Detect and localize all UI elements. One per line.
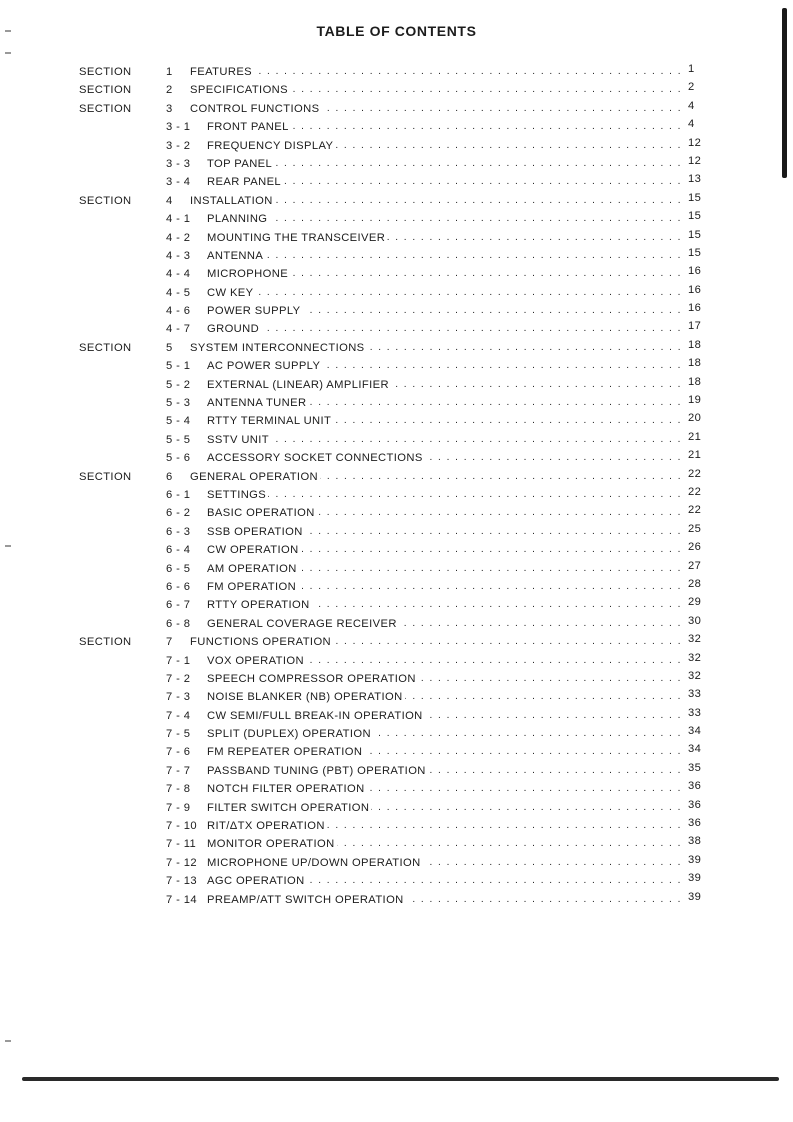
page-number: 38 xyxy=(688,835,702,848)
entry-title: CONTROL FUNCTIONS xyxy=(190,102,320,115)
entry-title: MONITOR OPERATION xyxy=(207,838,335,851)
entry-number: 6 - 6 xyxy=(166,580,191,593)
entry-leader xyxy=(207,507,685,521)
entry-title: RTTY TERMINAL UNIT xyxy=(207,415,332,428)
toc-entry xyxy=(0,577,793,595)
page-number: 25 xyxy=(688,522,702,535)
toc-entry xyxy=(0,62,793,80)
entry-number: 7 - 14 xyxy=(166,893,198,906)
section-label: SECTION xyxy=(79,194,132,207)
entry-title: EXTERNAL (LINEAR) AMPLIFIER xyxy=(207,378,389,391)
entry-title: ANTENNA TUNER xyxy=(207,397,307,410)
entry-title: RIT/ΔTX OPERATION xyxy=(207,820,325,833)
entry-leader xyxy=(207,323,685,337)
entry-leader xyxy=(207,618,685,632)
entry-number: 7 - 6 xyxy=(166,746,191,759)
entry-title: ACCESSORY SOCKET CONNECTIONS xyxy=(207,452,423,465)
toc-entry xyxy=(0,503,793,521)
toc-entry xyxy=(0,761,793,779)
entry-leader xyxy=(207,783,685,797)
entry-leader xyxy=(207,599,685,613)
page-number: 18 xyxy=(688,338,702,351)
page-number: 36 xyxy=(688,780,702,793)
entry-title: CW SEMI/FULL BREAK-IN OPERATION xyxy=(207,709,423,722)
entry-number: 6 - 2 xyxy=(166,507,191,520)
entry-leader xyxy=(207,838,685,852)
page-number: 34 xyxy=(688,725,702,738)
toc-entry xyxy=(0,154,793,172)
entry-leader xyxy=(207,765,685,779)
page-number: 18 xyxy=(688,357,702,370)
entry-leader xyxy=(207,287,685,301)
toc-entry xyxy=(0,816,793,834)
toc-entry xyxy=(0,393,793,411)
page-number: 32 xyxy=(688,669,702,682)
toc-entry xyxy=(0,724,793,742)
entry-leader xyxy=(190,103,685,117)
entry-number: 4 - 6 xyxy=(166,305,191,318)
toc-entry xyxy=(0,669,793,687)
toc-entry xyxy=(0,411,793,429)
entry-leader xyxy=(207,820,685,834)
toc-entry xyxy=(0,687,793,705)
entry-title: NOTCH FILTER OPERATION xyxy=(207,783,365,796)
toc-entry xyxy=(0,430,793,448)
entry-title: AM OPERATION xyxy=(207,562,297,575)
entry-number: 3 - 4 xyxy=(166,176,191,189)
toc-entry xyxy=(0,632,793,650)
entry-leader xyxy=(207,213,685,227)
page-number: 35 xyxy=(688,761,702,774)
toc-entry xyxy=(0,485,793,503)
entry-leader xyxy=(207,434,685,448)
entry-title: SPLIT (DUPLEX) OPERATION xyxy=(207,728,371,741)
entry-leader xyxy=(207,710,685,724)
page-number: 12 xyxy=(688,136,702,149)
entry-leader xyxy=(207,176,685,190)
entry-title: CW KEY xyxy=(207,286,254,299)
toc-entry xyxy=(0,246,793,264)
toc-entry xyxy=(0,614,793,632)
entry-leader xyxy=(190,195,685,209)
entry-leader xyxy=(207,544,685,558)
page-number: 12 xyxy=(688,154,702,167)
page-number: 39 xyxy=(688,872,702,885)
entry-number: 7 - 9 xyxy=(166,801,191,814)
section-label: SECTION xyxy=(79,84,132,97)
entry-number: 7 xyxy=(166,636,173,649)
toc-entry xyxy=(0,890,793,908)
entry-leader xyxy=(190,636,685,650)
section-label: SECTION xyxy=(79,102,132,115)
toc-entry xyxy=(0,301,793,319)
toc-entry xyxy=(0,742,793,760)
entry-leader xyxy=(207,415,685,429)
toc-entry xyxy=(0,136,793,154)
page-number: 4 xyxy=(688,118,695,131)
entry-title: SSB OPERATION xyxy=(207,525,303,538)
entry-title: ANTENNA xyxy=(207,249,264,262)
entry-number: 7 - 5 xyxy=(166,728,191,741)
toc-entry xyxy=(0,283,793,301)
toc-entry xyxy=(0,191,793,209)
entry-leader xyxy=(207,489,685,503)
page-number: 32 xyxy=(688,651,702,664)
entry-title: PREAMP/ATT SWITCH OPERATION xyxy=(207,893,404,906)
toc-entry xyxy=(0,99,793,117)
page-number: 39 xyxy=(688,853,702,866)
entry-leader xyxy=(207,691,685,705)
entry-leader xyxy=(190,66,685,80)
entry-number: 5 - 3 xyxy=(166,397,191,410)
entry-number: 6 xyxy=(166,470,173,483)
entry-number: 5 - 4 xyxy=(166,415,191,428)
page-number: 33 xyxy=(688,688,702,701)
entry-title: POWER SUPPLY xyxy=(207,305,301,318)
entry-number: 1 xyxy=(166,66,173,78)
page-number: 39 xyxy=(688,890,702,903)
page-number: 15 xyxy=(688,246,702,259)
page-number: 20 xyxy=(688,412,702,425)
toc-entry xyxy=(0,172,793,190)
entry-number: 5 - 1 xyxy=(166,360,191,373)
entry-title: GENERAL OPERATION xyxy=(190,470,319,483)
page-number: 26 xyxy=(688,541,702,554)
page-number: 21 xyxy=(688,449,702,462)
entry-title: FRONT PANEL xyxy=(207,121,289,134)
entry-title: FM OPERATION xyxy=(207,580,297,593)
toc-entry xyxy=(0,834,793,852)
section-label: SECTION xyxy=(79,66,132,78)
page-number: 15 xyxy=(688,228,702,241)
entry-title: INSTALLATION xyxy=(190,194,273,207)
entry-title: SPEECH COMPRESSOR OPERATION xyxy=(207,672,416,685)
entry-title: FREQUENCY DISPLAY xyxy=(207,139,334,152)
entry-title: FILTER SWITCH OPERATION xyxy=(207,801,370,814)
page-number: 17 xyxy=(688,320,702,333)
entry-title: BASIC OPERATION xyxy=(207,507,315,520)
page-number: 22 xyxy=(688,504,702,517)
entry-title: SPECIFICATIONS xyxy=(190,84,289,97)
entry-leader xyxy=(207,894,685,908)
page-number: 15 xyxy=(688,210,702,223)
entry-number: 4 - 3 xyxy=(166,249,191,262)
toc-entry xyxy=(0,651,793,669)
entry-leader xyxy=(190,84,685,98)
section-label: SECTION xyxy=(79,341,132,354)
entry-leader xyxy=(207,802,685,816)
entry-leader xyxy=(207,121,685,135)
toc-entry xyxy=(0,448,793,466)
entry-title: FEATURES xyxy=(190,66,253,78)
entry-number: 4 - 5 xyxy=(166,286,191,299)
entry-leader xyxy=(207,655,685,669)
entry-leader xyxy=(190,342,685,356)
entry-number: 4 - 7 xyxy=(166,323,191,336)
entry-title: MOUNTING THE TRANSCEIVER xyxy=(207,231,386,244)
entry-number: 7 - 3 xyxy=(166,691,191,704)
page-number: 4 xyxy=(688,99,695,112)
toc-entry xyxy=(0,522,793,540)
entry-number: 3 xyxy=(166,102,173,115)
entry-number: 7 - 2 xyxy=(166,672,191,685)
page-number: 16 xyxy=(688,302,702,315)
entry-leader xyxy=(207,140,685,154)
entry-leader xyxy=(207,250,685,264)
entry-leader xyxy=(207,728,685,742)
entry-number: 6 - 1 xyxy=(166,488,191,501)
toc-entry xyxy=(0,356,793,374)
entry-leader xyxy=(207,452,685,466)
toc-entry xyxy=(0,595,793,613)
toc-entry xyxy=(0,798,793,816)
entry-leader xyxy=(207,397,685,411)
toc-entry xyxy=(0,228,793,246)
entry-title: AC POWER SUPPLY xyxy=(207,360,321,373)
entry-number: 7 - 12 xyxy=(166,856,198,869)
entry-number: 6 - 3 xyxy=(166,525,191,538)
page-number: 21 xyxy=(688,430,702,443)
toc-entry xyxy=(0,559,793,577)
entry-number: 3 - 1 xyxy=(166,121,191,134)
section-label: SECTION xyxy=(79,470,132,483)
entry-leader xyxy=(207,526,685,540)
page-number: 1 xyxy=(688,63,695,75)
toc-entry xyxy=(0,853,793,871)
entry-number: 5 - 6 xyxy=(166,452,191,465)
entry-title: TOP PANEL xyxy=(207,157,273,170)
entry-number: 7 - 13 xyxy=(166,875,198,888)
page-number: 34 xyxy=(688,743,702,756)
entry-number: 4 - 2 xyxy=(166,231,191,244)
page-number: 13 xyxy=(688,173,702,186)
entry-title: FM REPEATER OPERATION xyxy=(207,746,363,759)
entry-title: GROUND xyxy=(207,323,260,336)
toc-entry xyxy=(0,209,793,227)
entry-leader xyxy=(207,379,685,393)
entry-title: MICROPHONE xyxy=(207,268,289,281)
entry-number: 2 xyxy=(166,84,173,97)
page-number: 29 xyxy=(688,596,702,609)
table-of-contents xyxy=(0,62,793,908)
page-number: 2 xyxy=(688,81,695,94)
entry-number: 4 - 4 xyxy=(166,268,191,281)
entry-number: 6 - 8 xyxy=(166,617,191,630)
toc-entry xyxy=(0,319,793,337)
entry-number: 7 - 7 xyxy=(166,764,191,777)
page-number: 19 xyxy=(688,394,702,407)
entry-leader xyxy=(207,875,685,889)
toc-entry xyxy=(0,264,793,282)
section-label: SECTION xyxy=(79,636,132,649)
page-number: 22 xyxy=(688,485,702,498)
entry-title: REAR PANEL xyxy=(207,176,282,189)
entry-number: 5 - 5 xyxy=(166,433,191,446)
entry-number: 5 - 2 xyxy=(166,378,191,391)
page-number: 18 xyxy=(688,375,702,388)
entry-title: RTTY OPERATION xyxy=(207,599,310,612)
entry-title: CW OPERATION xyxy=(207,544,299,557)
page-number: 30 xyxy=(688,614,702,627)
entry-title: SSTV UNIT xyxy=(207,433,270,446)
entry-title: PASSBAND TUNING (PBT) OPERATION xyxy=(207,764,426,777)
entry-leader xyxy=(207,563,685,577)
entry-number: 4 - 1 xyxy=(166,213,191,226)
entry-leader xyxy=(207,746,685,760)
margin-mark xyxy=(5,52,11,54)
bottom-rule xyxy=(22,1077,779,1081)
entry-title: SYSTEM INTERCONNECTIONS xyxy=(190,341,365,354)
entry-number: 6 - 7 xyxy=(166,599,191,612)
page-number: 33 xyxy=(688,706,702,719)
margin-mark xyxy=(5,1040,11,1042)
entry-number: 6 - 5 xyxy=(166,562,191,575)
entry-number: 6 - 4 xyxy=(166,544,191,557)
page-number: 32 xyxy=(688,633,702,646)
toc-entry xyxy=(0,540,793,558)
entry-number: 7 - 10 xyxy=(166,820,198,833)
toc-entry xyxy=(0,338,793,356)
page-title: TABLE OF CONTENTS xyxy=(316,23,477,39)
page-number: 27 xyxy=(688,559,702,572)
toc-entry xyxy=(0,375,793,393)
toc-entry xyxy=(0,706,793,724)
page-number: 22 xyxy=(688,467,702,480)
toc-entry xyxy=(0,80,793,98)
entry-title: NOISE BLANKER (NB) OPERATION xyxy=(207,691,403,704)
page-number: 16 xyxy=(688,265,702,278)
entry-leader xyxy=(207,857,685,871)
page-number: 16 xyxy=(688,283,702,296)
entry-number: 3 - 2 xyxy=(166,139,191,152)
entry-title: MICROPHONE UP/DOWN OPERATION xyxy=(207,856,421,869)
entry-number: 4 xyxy=(166,194,173,207)
entry-title: FUNCTIONS OPERATION xyxy=(190,636,332,649)
entry-title: VOX OPERATION xyxy=(207,654,304,667)
entry-number: 7 - 1 xyxy=(166,654,191,667)
toc-entry xyxy=(0,467,793,485)
entry-leader xyxy=(207,268,685,282)
entry-leader xyxy=(207,232,685,246)
toc-entry xyxy=(0,117,793,135)
entry-number: 5 xyxy=(166,341,173,354)
entry-title: SETTINGS xyxy=(207,488,267,501)
page-number: 36 xyxy=(688,817,702,830)
entry-leader xyxy=(207,158,685,172)
page-number: 28 xyxy=(688,577,702,590)
entry-leader xyxy=(207,360,685,374)
entry-number: 7 - 8 xyxy=(166,783,191,796)
entry-title: PLANNING xyxy=(207,213,268,226)
entry-leader xyxy=(207,581,685,595)
entry-number: 7 - 11 xyxy=(166,838,197,851)
entry-leader xyxy=(190,471,685,485)
page-number: 36 xyxy=(688,798,702,811)
entry-title: GENERAL COVERAGE RECEIVER xyxy=(207,617,397,630)
entry-number: 3 - 3 xyxy=(166,157,191,170)
page-number: 15 xyxy=(688,191,702,204)
toc-entry xyxy=(0,779,793,797)
toc-entry xyxy=(0,871,793,889)
entry-leader xyxy=(207,305,685,319)
entry-leader xyxy=(207,673,685,687)
entry-title: AGC OPERATION xyxy=(207,875,305,888)
entry-number: 7 - 4 xyxy=(166,709,191,722)
